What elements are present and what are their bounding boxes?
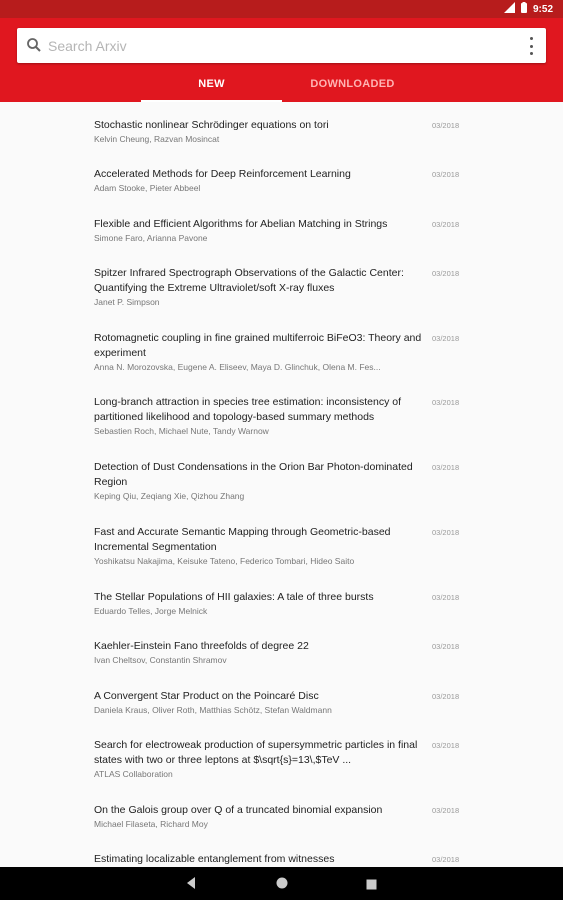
tab-bar <box>141 74 423 102</box>
paper-title: Detection of Dust Condensations in the Orion Bar Photon-dominated Region <box>94 461 413 488</box>
paper-title: The Stellar Populations of HII galaxies: A tale of three bursts <box>94 591 374 603</box>
paper-date: 03/2018 <box>432 220 460 229</box>
list-item[interactable] <box>94 590 474 618</box>
search-bar[interactable] <box>17 28 546 63</box>
back-icon[interactable] <box>185 876 197 895</box>
paper-date: 03/2018 <box>432 121 460 130</box>
tab-new[interactable]: NEW <box>141 74 282 102</box>
paper-date: 03/2018 <box>432 642 460 651</box>
list-item[interactable] <box>94 331 474 374</box>
tab-downloaded[interactable]: DOWNLOADED <box>310 78 395 90</box>
paper-date: 03/2018 <box>432 334 460 343</box>
paper-title: On the Galois group over Q of a truncated binomial expansion <box>94 804 383 816</box>
list-item[interactable] <box>94 689 474 717</box>
paper-authors: Simone Faro, Arianna Pavone <box>94 233 208 243</box>
paper-title: Estimating localizable entanglement from witnesses <box>94 853 335 865</box>
paper-date: 03/2018 <box>432 398 460 407</box>
list-item[interactable] <box>94 639 474 667</box>
navigation-bar <box>0 867 563 900</box>
paper-title: Accelerated Methods for Deep Reinforcement Learning <box>94 168 351 180</box>
paper-title: Kaehler-Einstein Fano threefolds of degree 22 <box>94 640 309 652</box>
list-item[interactable] <box>94 738 474 781</box>
recents-icon[interactable] <box>366 877 377 895</box>
list-item[interactable] <box>94 266 474 309</box>
app-bar <box>0 18 563 102</box>
home-icon[interactable] <box>275 876 289 895</box>
list-item[interactable] <box>94 217 474 245</box>
paper-authors: Sebastien Roch, Michael Nute, Tandy Warnow <box>94 426 269 436</box>
paper-date: 03/2018 <box>432 741 460 750</box>
paper-authors: Keping Qiu, Zeqiang Xie, Qizhou Zhang <box>94 491 245 501</box>
paper-title: Search for electroweak production of supersymmetric particles in final states with two or three leptons at $\sqrt{s}=13\,$TeV ... <box>94 739 418 766</box>
search-input[interactable] <box>48 28 508 63</box>
paper-title: Spitzer Infrared Spectrograph Observations of the Galactic Center: Quantifying the Extreme Ultraviolet/soft X-ray fluxes <box>94 267 404 294</box>
list-item[interactable] <box>94 803 474 831</box>
overflow-menu-icon[interactable] <box>528 37 534 55</box>
list-item[interactable] <box>94 460 474 503</box>
status-time: 9:52 <box>532 3 553 15</box>
paper-title: Stochastic nonlinear Schrödinger equations on tori <box>94 119 329 131</box>
list-item[interactable] <box>94 525 474 568</box>
paper-date: 03/2018 <box>432 463 460 472</box>
list-item[interactable] <box>94 118 474 146</box>
list-item[interactable] <box>94 395 474 438</box>
paper-date: 03/2018 <box>432 593 460 602</box>
list-item[interactable] <box>94 167 474 195</box>
status-icons <box>504 2 553 16</box>
paper-authors: Yoshikatsu Nakajima, Keisuke Tateno, Federico Tombari, Hideo Saito <box>94 556 355 566</box>
search-icon[interactable] <box>26 37 42 53</box>
paper-authors: ATLAS Collaboration <box>94 769 173 779</box>
paper-list <box>0 102 563 867</box>
paper-title: Flexible and Efficient Algorithms for Abelian Matching in Strings <box>94 218 388 230</box>
paper-authors: Adam Stooke, Pieter Abbeel <box>94 183 201 193</box>
paper-authors: Daniela Kraus, Oliver Roth, Matthias Schötz, Stefan Waldmann <box>94 705 332 715</box>
paper-title: A Convergent Star Product on the Poincaré Disc <box>94 690 319 702</box>
paper-title: Fast and Accurate Semantic Mapping through Geometric-based Incremental Segmentation <box>94 526 391 553</box>
paper-authors: Ivan Cheltsov, Constantin Shramov <box>94 655 227 665</box>
paper-title: Rotomagnetic coupling in fine grained multiferroic BiFeO3: Theory and experiment <box>94 332 422 359</box>
signal-icon <box>504 2 515 16</box>
battery-icon <box>521 2 527 16</box>
paper-authors: Michael Filaseta, Richard Moy <box>94 819 208 829</box>
paper-authors: Anna N. Morozovska, Eugene A. Eliseev, Maya D. Glinchuk, Olena M. Fes... <box>94 362 381 372</box>
paper-authors: Kelvin Cheung, Razvan Mosincat <box>94 134 220 144</box>
paper-date: 03/2018 <box>432 269 460 278</box>
paper-date: 03/2018 <box>432 528 460 537</box>
paper-authors: Janet P. Simpson <box>94 297 160 307</box>
paper-date: 03/2018 <box>432 692 460 701</box>
paper-date: 03/2018 <box>432 170 460 179</box>
list-item[interactable] <box>94 852 474 867</box>
paper-authors: Eduardo Telles, Jorge Melnick <box>94 606 208 616</box>
paper-title: Long-branch attraction in species tree estimation: inconsistency of partitioned likelihood and topology-based summary methods <box>94 396 401 423</box>
status-bar <box>0 0 563 18</box>
paper-date: 03/2018 <box>432 855 460 864</box>
paper-date: 03/2018 <box>432 806 460 815</box>
